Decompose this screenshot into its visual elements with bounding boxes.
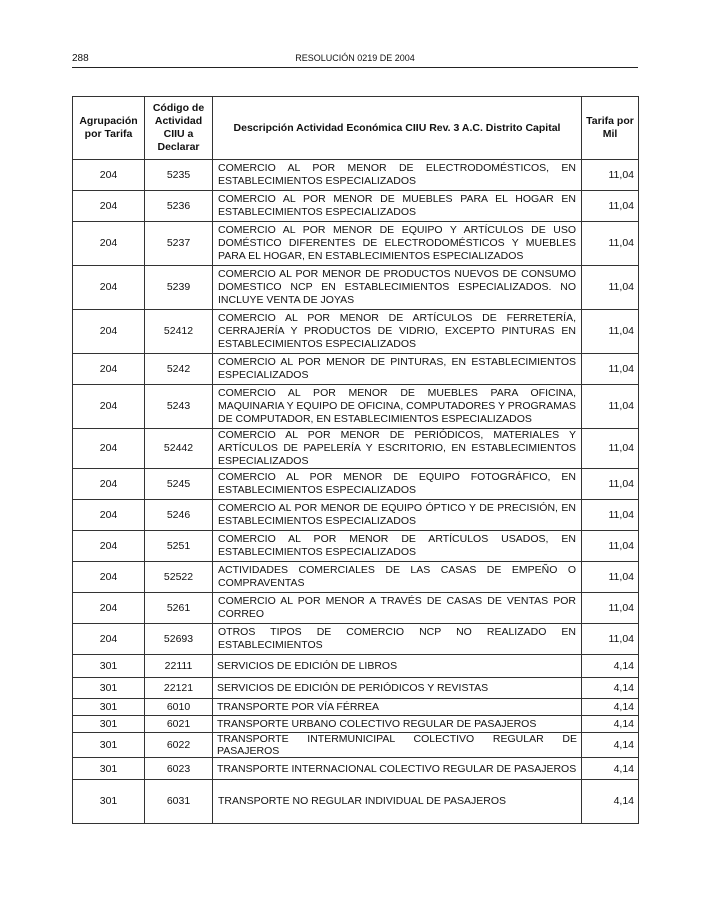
- group-cell: 204: [73, 385, 145, 429]
- rate-cell: 11,04: [582, 160, 639, 191]
- group-cell: 301: [73, 699, 145, 716]
- rate-cell: 4,14: [582, 716, 639, 733]
- rate-cell: 11,04: [582, 310, 639, 354]
- code-cell: 6031: [145, 780, 213, 824]
- group-cell: 204: [73, 191, 145, 222]
- table-row: [73, 780, 639, 824]
- description-cell: TRANSPORTE INTERMUNICIPAL COLECTIVO REGULAR DE PASAJEROS: [213, 733, 582, 758]
- description-cell: COMERCIO AL POR MENOR DE MUEBLES PARA OFICINA, MAQUINARIA Y EQUIPO DE OFICINA, COMPUTADORES Y PROGRAMAS DE COMPUTADOR, EN ESTABLECIMIENTOS ESPECIALIZADOS: [213, 385, 582, 429]
- description-cell: COMERCIO AL POR MENOR A TRAVÉS DE CASAS DE VENTAS POR CORREO: [213, 593, 582, 624]
- code-cell: 52442: [145, 429, 213, 469]
- table-row: [73, 160, 639, 191]
- group-cell: 204: [73, 624, 145, 655]
- rate-cell: 11,04: [582, 500, 639, 531]
- running-title: RESOLUCIÓN 0219 DE 2004: [295, 53, 415, 63]
- code-cell: 6022: [145, 733, 213, 758]
- column-header-group: Agrupación por Tarifa: [73, 97, 145, 160]
- rate-cell: 4,14: [582, 699, 639, 716]
- table-row: [73, 469, 639, 500]
- rate-cell: 11,04: [582, 624, 639, 655]
- rate-cell: 11,04: [582, 222, 639, 266]
- table-row: [73, 385, 639, 429]
- description-cell: TRANSPORTE URBANO COLECTIVO REGULAR DE PASAJEROS: [213, 716, 582, 733]
- rate-cell: 11,04: [582, 469, 639, 500]
- table-row: [73, 655, 639, 678]
- table-row: [73, 310, 639, 354]
- description-cell: COMERCIO AL POR MENOR DE MUEBLES PARA EL HOGAR EN ESTABLECIMIENTOS ESPECIALIZADOS: [213, 191, 582, 222]
- code-cell: 5245: [145, 469, 213, 500]
- group-cell: 204: [73, 562, 145, 593]
- table-row: [73, 593, 639, 624]
- table-row: [73, 266, 639, 310]
- group-cell: 204: [73, 310, 145, 354]
- code-cell: 22121: [145, 678, 213, 699]
- rate-cell: 4,14: [582, 758, 639, 780]
- description-cell: ACTIVIDADES COMERCIALES DE LAS CASAS DE EMPEÑO O COMPRAVENTAS: [213, 562, 582, 593]
- description-cell: TRANSPORTE POR VÍA FÉRREA: [213, 699, 582, 716]
- table-body: [73, 160, 639, 824]
- rate-cell: 4,14: [582, 780, 639, 824]
- rate-cell: 11,04: [582, 385, 639, 429]
- code-cell: 52412: [145, 310, 213, 354]
- column-header-description: Descripción Actividad Económica CIIU Rev. 3 A.C. Distrito Capital: [213, 97, 582, 160]
- table-row: [73, 678, 639, 699]
- description-cell: COMERCIO AL POR MENOR DE PERIÓDICOS, MATERIALES Y ARTÍCULOS DE PAPELERÍA Y ESCRITORIO, EN ESTABLECIMIENTOS ESPECIALIZADOS: [213, 429, 582, 469]
- code-cell: 5246: [145, 500, 213, 531]
- group-cell: 204: [73, 500, 145, 531]
- code-cell: 52522: [145, 562, 213, 593]
- table-row: [73, 758, 639, 780]
- table-row: [73, 500, 639, 531]
- code-cell: 5251: [145, 531, 213, 562]
- code-cell: 6021: [145, 716, 213, 733]
- page-number: 288: [72, 53, 89, 64]
- rate-cell: 4,14: [582, 733, 639, 758]
- group-cell: 301: [73, 678, 145, 699]
- rate-cell: 11,04: [582, 429, 639, 469]
- table-header-row: [73, 97, 639, 160]
- code-cell: 5261: [145, 593, 213, 624]
- group-cell: 204: [73, 222, 145, 266]
- code-cell: 22111: [145, 655, 213, 678]
- column-header-rate: Tarifa por Mil: [582, 97, 639, 160]
- group-cell: 204: [73, 429, 145, 469]
- code-cell: 5243: [145, 385, 213, 429]
- table-row: [73, 191, 639, 222]
- table-row: [73, 429, 639, 469]
- description-cell: SERVICIOS DE EDICIÓN DE LIBROS: [213, 655, 582, 678]
- group-cell: 301: [73, 758, 145, 780]
- description-cell: COMERCIO AL POR MENOR DE EQUIPO Y ARTÍCULOS DE USO DOMÉSTICO DIFERENTES DE ELECTRODOMÉSTICOS Y MUEBLES PARA EL HOGAR, EN ESTABLECIMIENTOS ESPECIALIZADOS: [213, 222, 582, 266]
- description-cell: COMERCIO AL POR MENOR DE ELECTRODOMÉSTICOS, EN ESTABLECIMIENTOS ESPECIALIZADOS: [213, 160, 582, 191]
- table-row: [73, 562, 639, 593]
- code-cell: 6010: [145, 699, 213, 716]
- group-cell: 204: [73, 354, 145, 385]
- code-cell: 5239: [145, 266, 213, 310]
- rate-cell: 11,04: [582, 191, 639, 222]
- rate-cell: 4,14: [582, 678, 639, 699]
- rate-cell: 11,04: [582, 531, 639, 562]
- description-cell: OTROS TIPOS DE COMERCIO NCP NO REALIZADO EN ESTABLECIMIENTOS: [213, 624, 582, 655]
- group-cell: 204: [73, 531, 145, 562]
- group-cell: 301: [73, 655, 145, 678]
- code-cell: 6023: [145, 758, 213, 780]
- code-cell: 5236: [145, 191, 213, 222]
- description-cell: COMERCIO AL POR MENOR DE ARTÍCULOS USADOS, EN ESTABLECIMIENTOS ESPECIALIZADOS: [213, 531, 582, 562]
- group-cell: 204: [73, 593, 145, 624]
- activity-tariff-table: [72, 96, 639, 824]
- description-cell: SERVICIOS DE EDICIÓN DE PERIÓDICOS Y REVISTAS: [213, 678, 582, 699]
- table-row: [73, 354, 639, 385]
- code-cell: 5242: [145, 354, 213, 385]
- table-row: [73, 531, 639, 562]
- description-cell: COMERCIO AL POR MENOR DE EQUIPO FOTOGRÁFICO, EN ESTABLECIMIENTOS ESPECIALIZADOS: [213, 469, 582, 500]
- group-cell: 301: [73, 780, 145, 824]
- description-cell: COMERCIO AL POR MENOR DE PRODUCTOS NUEVOS DE CONSUMO DOMESTICO NCP EN ESTABLECIMIENTOS ESPECIALIZADOS. NO INCLUYE VENTA DE JOYAS: [213, 266, 582, 310]
- rate-cell: 11,04: [582, 266, 639, 310]
- column-header-code: Código de Actividad CIIU a Declarar: [145, 97, 213, 160]
- rate-cell: 4,14: [582, 655, 639, 678]
- description-cell: COMERCIO AL POR MENOR DE ARTÍCULOS DE FERRETERÍA, CERRAJERÍA Y PRODUCTOS DE VIDRIO, EXCEPTO PINTURAS EN ESTABLECIMIENTOS ESPECIALIZADOS: [213, 310, 582, 354]
- rate-cell: 11,04: [582, 354, 639, 385]
- description-cell: TRANSPORTE INTERNACIONAL COLECTIVO REGULAR DE PASAJEROS: [213, 758, 582, 780]
- table-row: [73, 733, 639, 758]
- table-row: [73, 222, 639, 266]
- group-cell: 204: [73, 160, 145, 191]
- group-cell: 301: [73, 733, 145, 758]
- rate-cell: 11,04: [582, 593, 639, 624]
- table-row: [73, 624, 639, 655]
- group-cell: 204: [73, 469, 145, 500]
- description-cell: COMERCIO AL POR MENOR DE PINTURAS, EN ESTABLECIMIENTOS ESPECIALIZADOS: [213, 354, 582, 385]
- code-cell: 5235: [145, 160, 213, 191]
- description-cell: COMERCIO AL POR MENOR DE EQUIPO ÓPTICO Y DE PRECISIÓN, EN ESTABLECIMIENTOS ESPECIALIZADOS: [213, 500, 582, 531]
- table-row: [73, 716, 639, 733]
- code-cell: 5237: [145, 222, 213, 266]
- code-cell: 52693: [145, 624, 213, 655]
- rate-cell: 11,04: [582, 562, 639, 593]
- description-cell: TRANSPORTE NO REGULAR INDIVIDUAL DE PASAJEROS: [213, 780, 582, 824]
- page-header: [72, 53, 638, 68]
- group-cell: 204: [73, 266, 145, 310]
- group-cell: 301: [73, 716, 145, 733]
- table-row: [73, 699, 639, 716]
